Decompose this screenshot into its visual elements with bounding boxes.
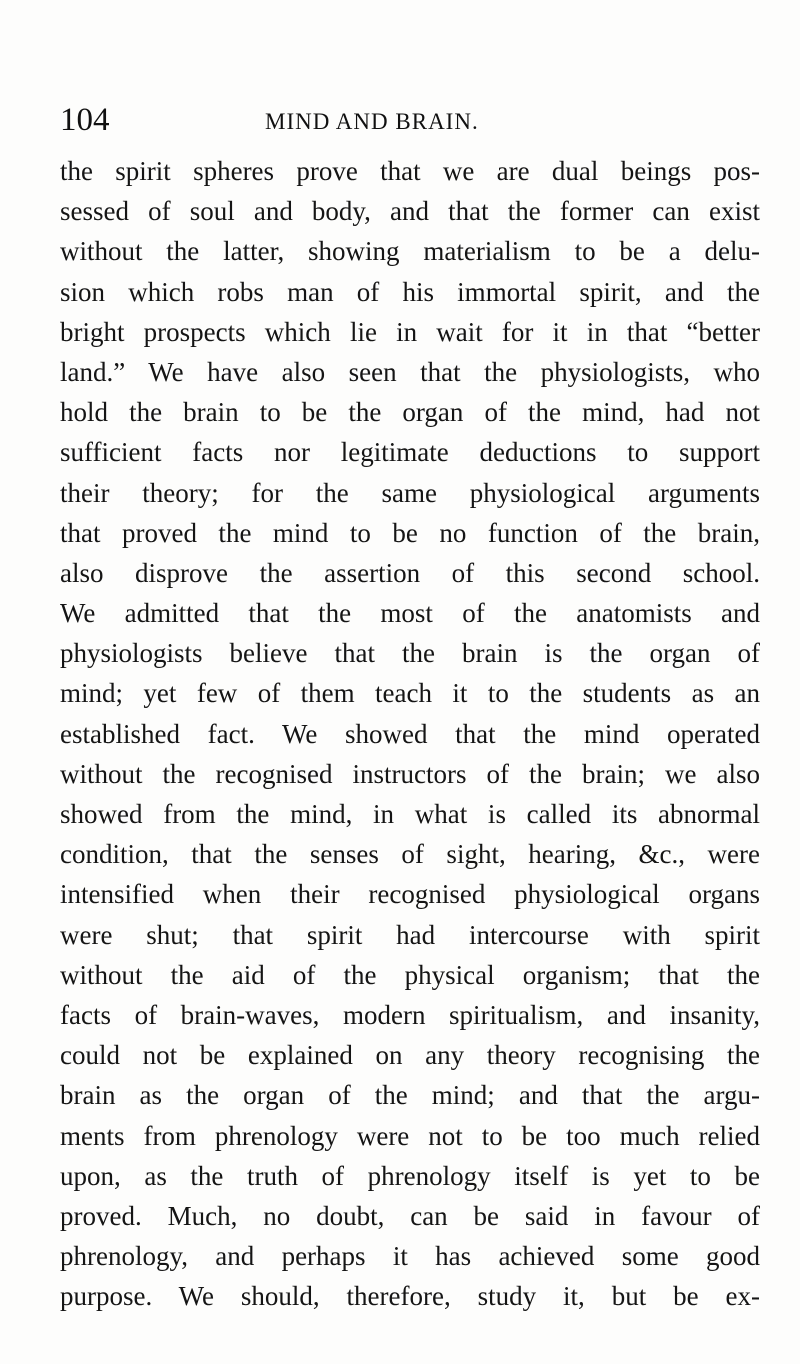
text-line: without the aid of the physical organism; that the bbox=[60, 959, 760, 990]
text-line: mind; yet few of them teach it to the students as an bbox=[60, 678, 760, 709]
text-line: We admitted that the most of the anatomists and bbox=[60, 598, 760, 629]
text-line: their theory; for the same physiological arguments bbox=[60, 477, 760, 508]
text-line: showed from the mind, in what is called its abnormal bbox=[60, 799, 760, 829]
page-number: 104 bbox=[60, 102, 110, 138]
running-title: MIND AND BRAIN. bbox=[265, 109, 479, 134]
text-line: were shut; that spirit had intercourse with spirit bbox=[60, 919, 760, 950]
body-paragraph bbox=[60, 151, 760, 1316]
text-line: the spirit spheres prove that we are dual beings pos- bbox=[60, 156, 760, 186]
text-line: sessed of soul and body, and that the former can exist bbox=[60, 196, 760, 227]
text-line: phrenology, and perhaps it has achieved some good bbox=[60, 1241, 760, 1272]
page-header bbox=[60, 100, 720, 144]
text-line: sion which robs man of his immortal spirit, and the bbox=[60, 276, 760, 307]
text-line: condition, that the senses of sight, hearing, &c., were bbox=[60, 839, 760, 870]
text-line: without the latter, showing materialism to be a delu- bbox=[60, 236, 760, 267]
text-line: land.” We have also seen that the physiologists, who bbox=[60, 356, 760, 387]
text-line: physiologists believe that the brain is the organ of bbox=[60, 638, 760, 669]
text-line: upon, as the truth of phrenology itself is yet to be bbox=[60, 1160, 760, 1191]
text-line: sufficient facts nor legitimate deductions to support bbox=[60, 437, 760, 468]
text-line: proved. Much, no doubt, can be said in favour of bbox=[60, 1200, 760, 1231]
text-line: bright prospects which lie in wait for it in that “better bbox=[60, 316, 760, 347]
text-line: hold the brain to be the organ of the mind, had not bbox=[60, 397, 760, 428]
text-line: intensified when their recognised physiological organs bbox=[60, 879, 760, 910]
text-line: purpose. We should, therefore, study it, but be ex- bbox=[60, 1281, 760, 1312]
text-line: that proved the mind to be no function of the brain, bbox=[60, 517, 760, 548]
text-line: ments from phrenology were not to be too much relied bbox=[60, 1120, 760, 1151]
text-line: established fact. We showed that the mind operated bbox=[60, 718, 760, 749]
text-line: without the recognised instructors of the brain; we also bbox=[60, 758, 760, 789]
text-line: could not be explained on any theory recognising the bbox=[60, 1040, 760, 1071]
text-line: facts of brain-waves, modern spiritualism, and insanity, bbox=[60, 999, 760, 1030]
text-line: brain as the organ of the mind; and that the argu- bbox=[60, 1080, 760, 1111]
text-line: also disprove the assertion of this second school. bbox=[60, 557, 760, 588]
